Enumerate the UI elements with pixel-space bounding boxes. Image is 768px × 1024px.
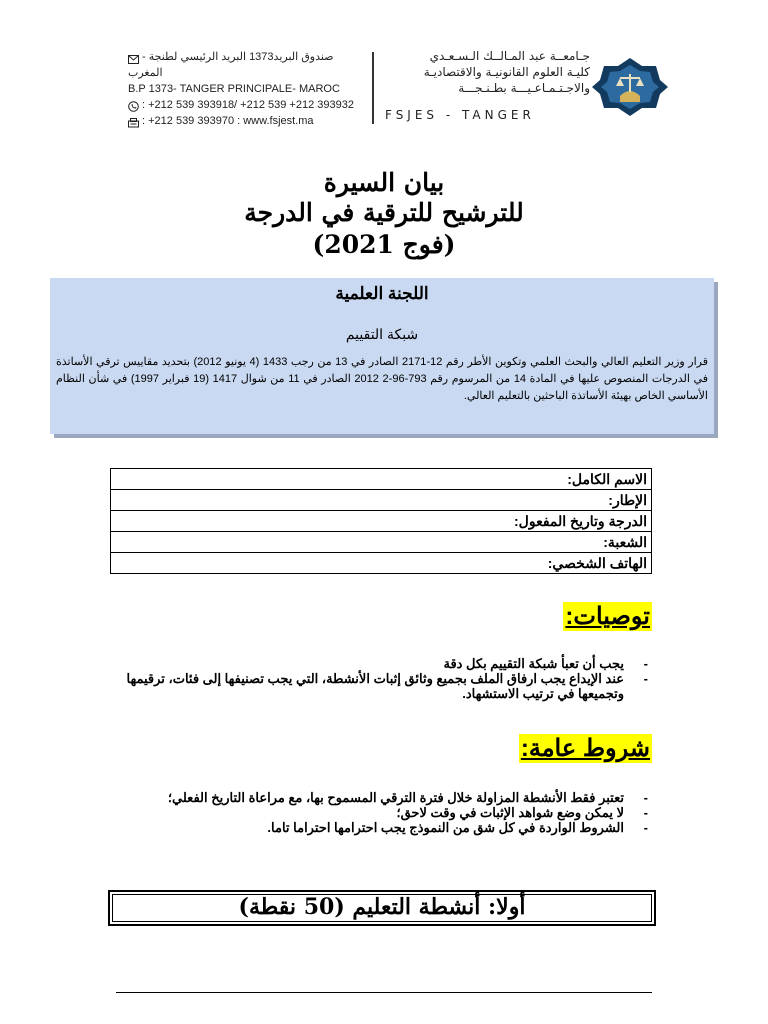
- decree-reference-paragraph: قرار وزير التعليم العالي والبحث العلمي وتكوين الأطر رقم 12-2171 الصادر في 13 من رجب 1433 (4 يونيو 2012) بتحديد مقاييس ترقي الأساتذة في الدرجات المنصوص عليها في المادة 14 من المرسوم رقم 793-96-2 2012 الصادر في 11 من شوال 1417 (19 فبراير 1997) في شأن النظام الأساسي الخاص بهيئة الأساتذة الباحثين بالتعليم العالي.: [56, 356, 708, 402]
- faculty-latin-name: FSJES - TANGER: [385, 108, 535, 122]
- evaluation-grid-subtitle: شبكة التقييم: [345, 326, 419, 342]
- info-row-grade: [111, 511, 652, 532]
- scientific-committee-box: [50, 278, 714, 434]
- po-box-arabic: صندوق البريد1373 البريد الرئيسي لطنجة - المغرب: [128, 51, 334, 79]
- list-item: - تعتبر فقط الأنشطة المزاولة خلال فترة الترقي المسموح بها، مع مراعاة التاريخ الفعلي؛: [118, 790, 648, 805]
- general-conditions-list: [118, 790, 648, 835]
- teaching-activities-title: أولا: أنشطة التعليم (50 نقطة): [238, 894, 526, 920]
- general-conditions-heading: شروط عامة:: [520, 735, 650, 762]
- po-box-latin: B.P 1373- TANGER PRINCIPALE- MAROC: [128, 83, 340, 95]
- full-name-field[interactable]: الاسم الكامل:: [111, 469, 652, 490]
- list-item: - لا يمكن وضع شواهد الإثبات في وقت لاحق؛: [118, 805, 648, 820]
- document-title-line-2: للترشيح للترقية في الدرجة: [244, 198, 524, 227]
- info-row-department: [111, 532, 652, 553]
- envelope-icon: [128, 53, 139, 62]
- grade-date-field[interactable]: الدرجة وتاريخ المفعول:: [111, 511, 652, 532]
- list-item: - الشروط الواردة في كل شق من النموذج يجب احترامها احتراما تاما.: [118, 820, 648, 835]
- faculty-line-1: كليـة العلوم القانونيـة والاقتصاديـة: [423, 65, 590, 79]
- frame-field[interactable]: الإطار:: [111, 490, 652, 511]
- committee-title: اللجنة العلمية: [335, 284, 429, 303]
- recommendations-heading: توصيات:: [565, 603, 650, 630]
- list-item: - يجب أن تعبأ شبكة التقييم بكل دقة: [118, 656, 648, 671]
- recommendations-list: [118, 656, 648, 701]
- candidate-info-table: [110, 468, 652, 574]
- faculty-line-2: والاجـتـمـاعـيـــة بطـنـجـــة: [458, 81, 590, 95]
- fax-and-website: : +212 539 393970 : www.fsjest.ma: [142, 115, 314, 127]
- personal-phone-field[interactable]: الهاتف الشخصي:: [111, 553, 652, 574]
- phone-numbers: : +212 539 393918/ +212 539 +212 393932: [142, 99, 354, 111]
- university-name-arabic: [390, 48, 590, 96]
- info-row-full-name: [111, 469, 652, 490]
- phone-icon: [128, 101, 139, 110]
- info-row-phone: [111, 553, 652, 574]
- teaching-activities-section-box: [108, 890, 656, 926]
- header-divider: [372, 52, 374, 124]
- list-item: - عند الإيداع يجب ارفاق الملف بجميع وثائق إثبات الأنشطة، التي يجب تصنيفها إلى فئات، ترقيمها وتجميعها في ترتيب الاستشهاد.: [118, 671, 648, 701]
- info-row-frame: [111, 490, 652, 511]
- document-title-line-1: بيان السيرة: [323, 168, 445, 197]
- university-logo: [590, 56, 670, 118]
- bottom-rule: [116, 992, 652, 993]
- university-title: جـامعــة عبد المـالــك الـسـعـدي: [429, 49, 590, 63]
- department-field[interactable]: الشعبة:: [111, 532, 652, 553]
- contact-block: [128, 49, 368, 129]
- fax-icon: [128, 117, 139, 126]
- document-title-cohort: (فوج 2021): [312, 230, 456, 259]
